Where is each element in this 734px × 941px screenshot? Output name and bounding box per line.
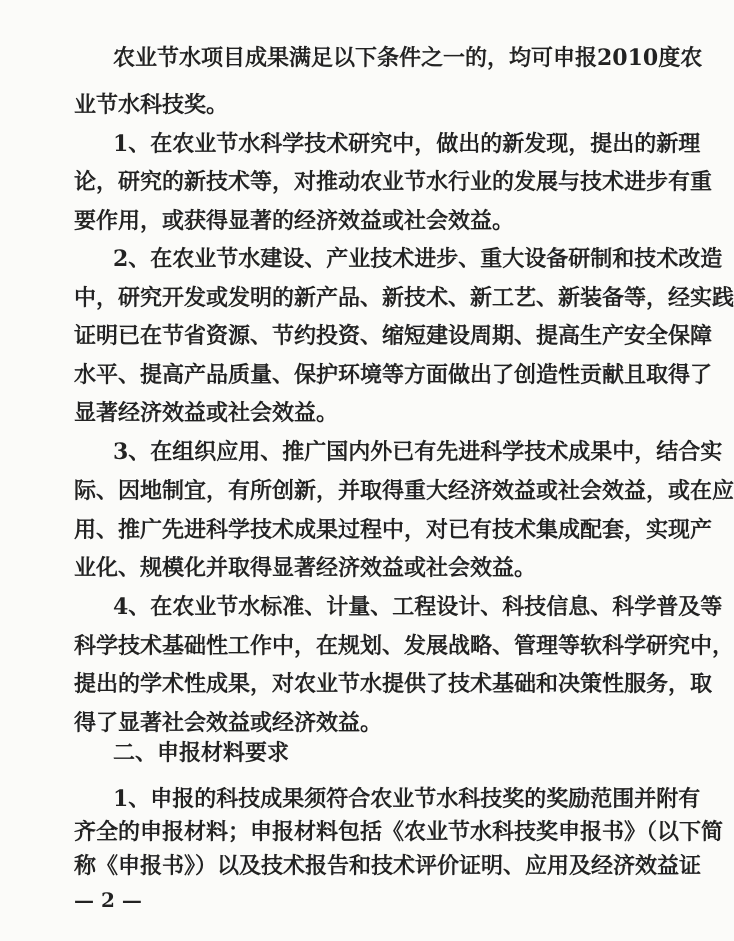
text-line: 中，研究开发或发明的新产品、新技术、新工艺、新装备等，经实践 — [74, 285, 734, 311]
text-line: 业化、规模化并取得显著经济效益或社会效益。 — [74, 555, 537, 581]
text-line: 1、申报的科技成果须符合农业节水科技奖的奖励范围并附有 — [113, 786, 701, 812]
text-line: 水平、提高产品质量、保护环境等方面做出了创造性贡献且取得了 — [74, 362, 713, 388]
text-line: 显著经济效益或社会效益。 — [74, 400, 339, 426]
text-line: 业节水科技奖。 — [74, 92, 229, 118]
text-line: 论，研究的新技术等，对推动农业节水行业的发展与技术进步有重 — [74, 169, 713, 195]
text-line: 称《申报书》）以及技术报告和技术评价证明、应用及经济效益证 — [74, 853, 702, 879]
text-line: 要作用，或获得显著的经济效益或社会效益。 — [74, 208, 515, 234]
text-line: 农业节水项目成果满足以下条件之一的，均可申报2010度农 — [113, 45, 703, 71]
page-number: — 2 — — [74, 888, 142, 912]
text-line: 2、在农业节水建设、产业技术进步、重大设备研制和技术改造 — [113, 246, 723, 272]
text-line: 际、因地制宜，有所创新，并取得重大经济效益或社会效益，或在应 — [74, 478, 734, 504]
text-line: 证明已在节省资源、节约投资、缩短建设周期、提高生产安全保障 — [74, 323, 713, 349]
text-line: 齐全的申报材料；申报材料包括《农业节水科技奖申报书》（以下简 — [74, 819, 724, 845]
text-line: 科学技术基础性工作中，在规划、发展战略、管理等软科学研究中， — [74, 633, 734, 659]
text-line: 3、在组织应用、推广国内外已有先进科学技术成果中，结合实 — [113, 439, 723, 465]
text-line: 1、在农业节水科学技术研究中，做出的新发现，提出的新理 — [113, 131, 701, 157]
text-line: 4、在农业节水标准、计量、工程设计、科技信息、科学普及等 — [113, 594, 723, 620]
section-heading: 二、申报材料要求 — [113, 741, 290, 766]
text-line: 得了显著社会效益或经济效益。 — [74, 710, 383, 736]
text-line: 提出的学术性成果，对农业节水提供了技术基础和决策性服务，取 — [74, 671, 713, 697]
text-line: 用、推广先进科学技术成果过程中，对已有技术集成配套，实现产 — [74, 517, 713, 543]
